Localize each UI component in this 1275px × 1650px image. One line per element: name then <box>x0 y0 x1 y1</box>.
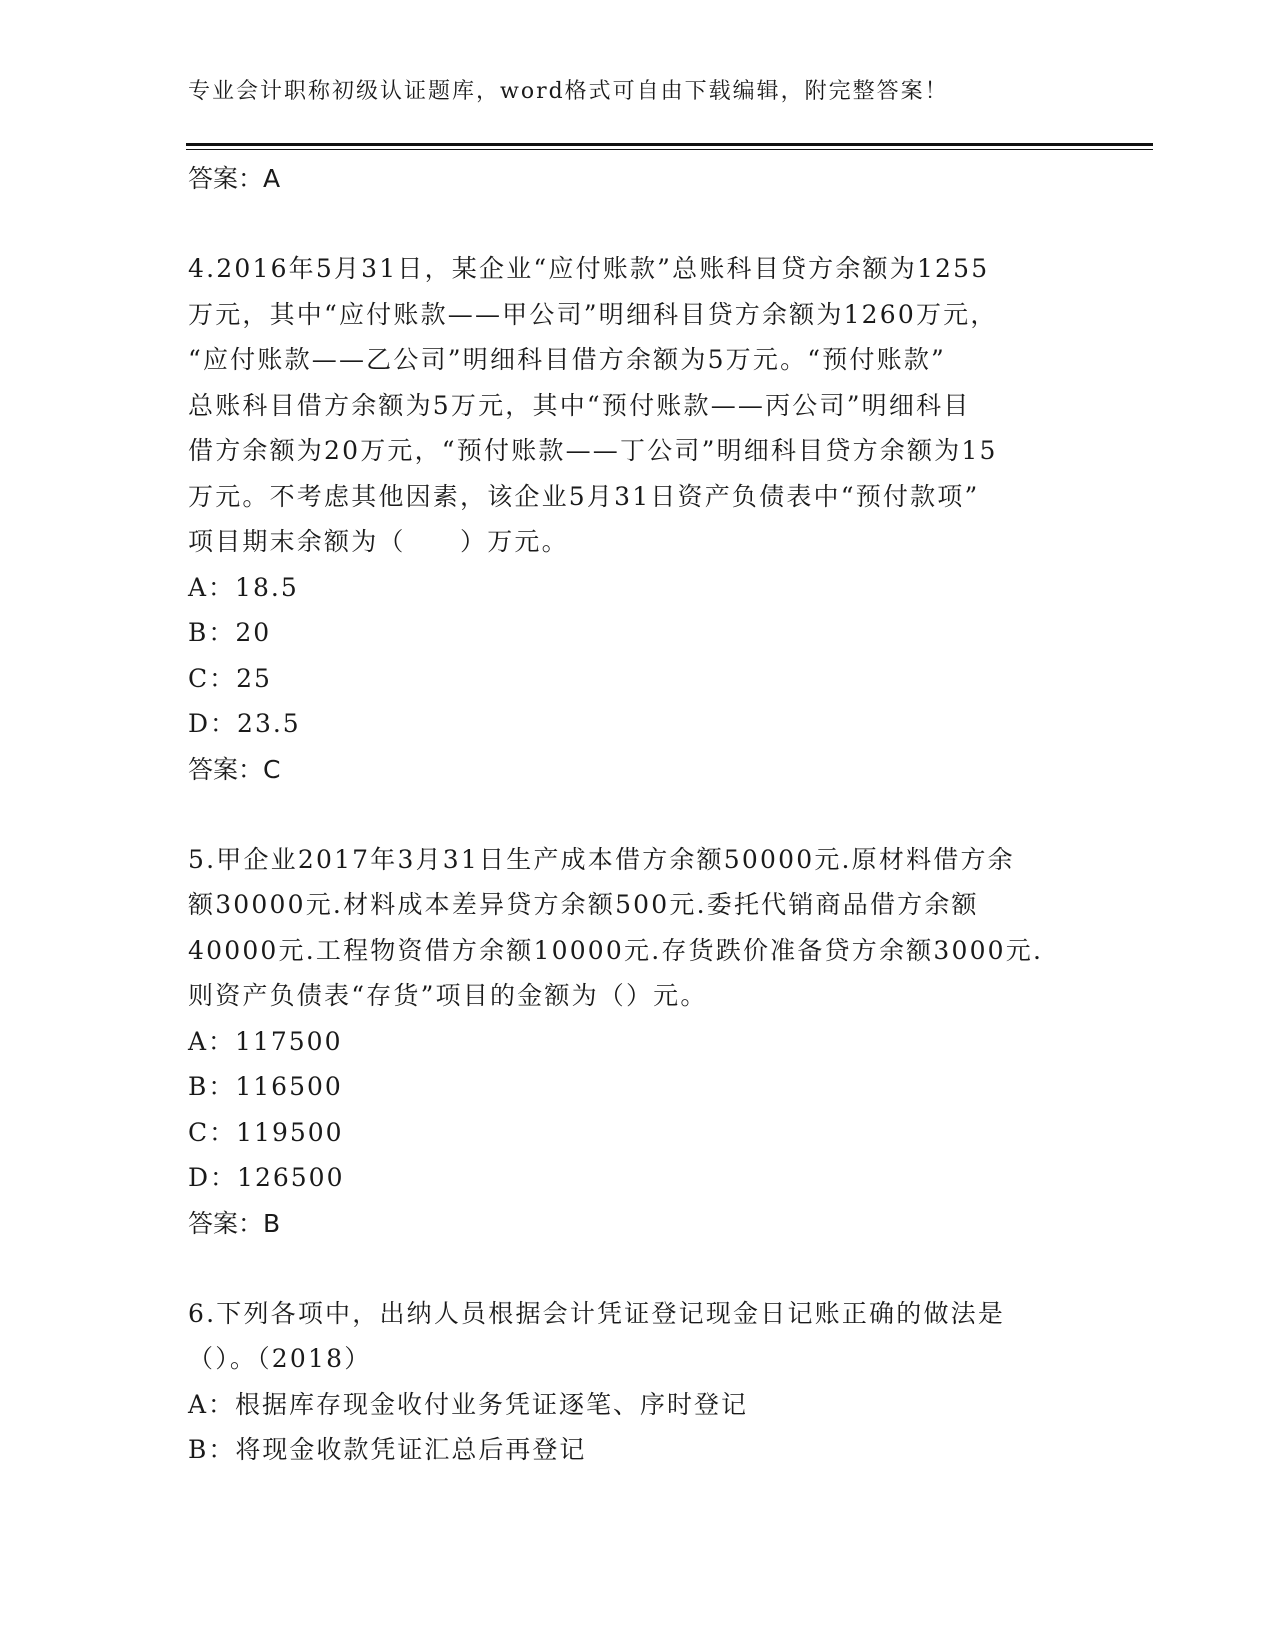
question-6-line-2: （）。（2018） <box>188 1344 372 1373</box>
question-4-line-6: 万元。不考虑其他因素，该企业5月31日资产负债表中“预付款项” <box>188 481 980 511</box>
question-4-line-4: 总账科目借方余额为5万元，其中“预付账款——丙公司”明细科目 <box>188 390 971 420</box>
question-4-option-c: C：25 <box>188 663 272 693</box>
question-6-option-a: A：根据库存现金收付业务凭证逐笔、序时登记 <box>188 1389 749 1419</box>
answer-q4: 答案：C <box>188 754 281 784</box>
question-5-line-2: 额30000元.材料成本差异贷方余额500元.委托代销商品借方余额 <box>188 890 979 919</box>
question-5-line-1: 5.甲企业2017年3月31日生产成本借方余额50000元.原材料借方余 <box>188 844 1015 874</box>
question-5-option-d: D：126500 <box>188 1163 345 1192</box>
document-body <box>188 156 1088 1473</box>
question-5-line-4: 则资产负债表“存货”项目的金额为（）元。 <box>188 981 708 1010</box>
question-4-line-2: 万元，其中“应付账款——甲公司”明细科目贷方余额为1260万元， <box>188 299 998 329</box>
question-4-line-7: 项目期末余额为（ ）万元。 <box>188 527 569 556</box>
question-5-option-a: A：117500 <box>188 1026 343 1056</box>
header-rule-thick <box>186 143 1153 146</box>
answer-q3: 答案：A <box>188 164 281 193</box>
question-5-option-b: B：116500 <box>188 1072 343 1101</box>
question-4-option-d: D：23.5 <box>188 709 301 738</box>
answer-q5: 答案：B <box>188 1208 281 1238</box>
question-5 <box>188 837 1088 1019</box>
question-5-line-3: 40000元.工程物资借方余额10000元.存货跌价准备贷方余额3000元. <box>188 935 1044 965</box>
question-4-option-a: A：18.5 <box>188 572 299 602</box>
question-6 <box>188 1291 1088 1382</box>
question-4-line-1: 4.2016年5月31日，某企业“应付账款”总账科目贷方余额为1255 <box>188 254 990 283</box>
question-6-line-1: 6.下列各项中，出纳人员根据会计凭证登记现金日记账正确的做法是 <box>188 1298 1006 1328</box>
question-6-option-b: B：将现金收款凭证汇总后再登记 <box>188 1435 587 1464</box>
question-4-option-b: B：20 <box>188 618 272 647</box>
question-4 <box>188 246 1088 565</box>
question-4-line-3: “应付账款——乙公司”明细科目借方余额为5万元。“预付账款” <box>188 345 947 374</box>
header-rule-thin <box>186 149 1153 150</box>
question-5-option-c: C：119500 <box>188 1117 344 1147</box>
page-header: 专业会计职称初级认证题库，word格式可自由下载编辑，附完整答案！ <box>188 79 949 104</box>
question-4-line-5: 借方余额为20万元，“预付账款——丁公司”明细科目贷方余额为15 <box>188 436 998 465</box>
